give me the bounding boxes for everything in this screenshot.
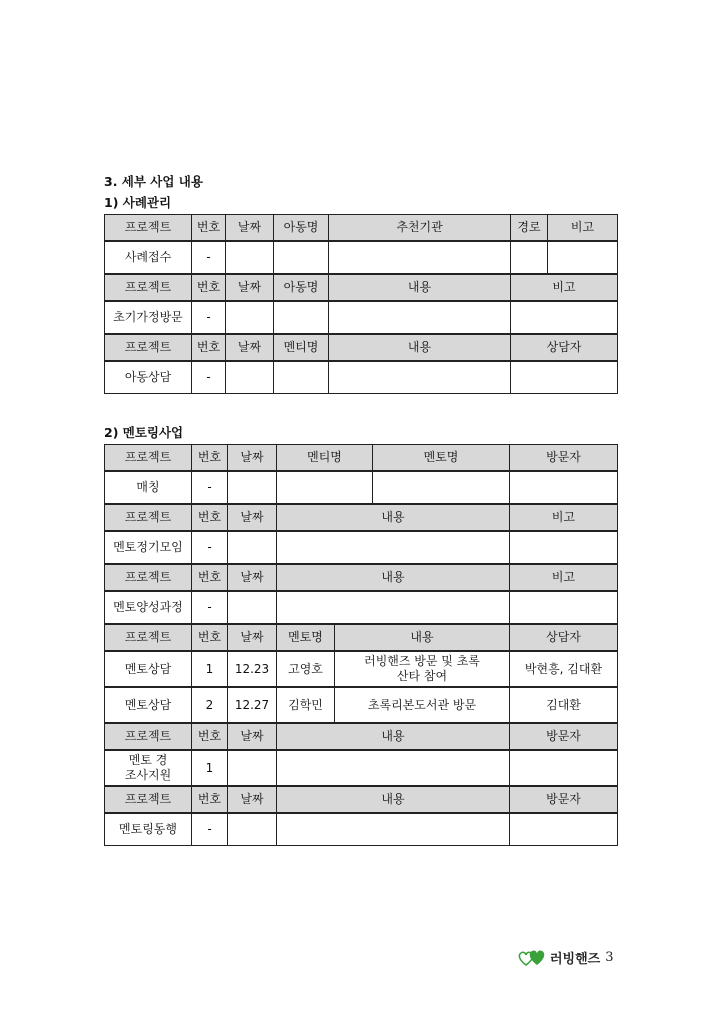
case-management-table	[104, 214, 618, 394]
header-cell: 번호	[192, 334, 226, 361]
header-cell: 비고	[548, 215, 618, 242]
cell: -	[192, 361, 226, 394]
header-cell: 날짜	[226, 274, 274, 301]
header-cell: 아동명	[274, 274, 329, 301]
table-row	[105, 301, 618, 334]
table-header-row	[105, 215, 618, 242]
cell	[226, 301, 274, 334]
header-cell: 번호	[192, 723, 228, 750]
header-cell: 프로젝트	[105, 564, 192, 591]
cell	[329, 241, 511, 274]
section-title: 3. 세부 사업 내용	[104, 174, 203, 189]
cell	[277, 813, 510, 846]
table-row	[105, 241, 618, 274]
header-cell: 상담자	[511, 334, 618, 361]
header-cell: 내용	[277, 786, 510, 813]
header-cell: 경로	[511, 215, 548, 242]
header-cell: 날짜	[226, 215, 274, 242]
table-header-row	[105, 274, 618, 301]
cell: 멘토링동행	[105, 813, 192, 846]
cell: 사례접수	[105, 241, 192, 274]
table-header-row	[105, 723, 618, 750]
cell	[510, 531, 618, 564]
header-cell: 내용	[329, 334, 511, 361]
page-number: 3	[605, 949, 614, 965]
header-cell: 멘티명	[277, 445, 373, 472]
header-cell: 번호	[192, 504, 228, 531]
header-cell: 비고	[511, 274, 618, 301]
cell: -	[192, 591, 228, 624]
table-row	[105, 591, 618, 624]
cell: -	[192, 301, 226, 334]
cell	[228, 813, 277, 846]
cell	[277, 750, 510, 786]
table-header-row	[105, 624, 618, 651]
header-cell: 프로젝트	[105, 445, 192, 472]
cell	[228, 591, 277, 624]
header-cell: 멘티명	[274, 334, 329, 361]
table-row	[105, 687, 618, 723]
cell	[329, 361, 511, 394]
cell: 러빙핸즈 방문 및 초록산타 참여	[335, 651, 510, 687]
cell	[510, 750, 618, 786]
cell	[329, 301, 511, 334]
subsection-title-case-management: 1) 사례관리	[104, 195, 172, 210]
table-header-row	[105, 786, 618, 813]
header-cell: 상담자	[510, 624, 618, 651]
cell: 멘토정기모임	[105, 531, 192, 564]
cell: 12.23	[228, 651, 277, 687]
header-cell: 멘토명	[373, 445, 510, 472]
cell: -	[192, 471, 228, 504]
header-cell: 프로젝트	[105, 786, 192, 813]
header-cell: 방문자	[510, 723, 618, 750]
header-cell: 번호	[192, 786, 228, 813]
header-cell: 방문자	[510, 445, 618, 472]
cell	[277, 531, 510, 564]
cell	[510, 591, 618, 624]
header-cell: 내용	[329, 274, 511, 301]
loving-hands-logo-icon	[517, 946, 547, 968]
header-cell: 날짜	[228, 624, 277, 651]
cell: 2	[192, 687, 228, 723]
header-cell: 멘토명	[277, 624, 335, 651]
cell: 멘토 경조사지원	[105, 750, 192, 786]
header-cell: 내용	[335, 624, 510, 651]
cell: 김학민	[277, 687, 335, 723]
cell	[228, 750, 277, 786]
header-cell: 번호	[192, 445, 228, 472]
header-cell: 프로젝트	[105, 624, 192, 651]
cell	[274, 301, 329, 334]
footer	[517, 946, 614, 968]
table-header-row	[105, 445, 618, 472]
table-row	[105, 813, 618, 846]
table-row	[105, 471, 618, 504]
cell: 멘토상담	[105, 651, 192, 687]
table-row	[105, 750, 618, 786]
cell	[226, 361, 274, 394]
cell	[226, 241, 274, 274]
footer-logo-text: 러빙핸즈	[550, 951, 601, 967]
header-cell: 프로젝트	[105, 334, 192, 361]
header-cell: 프로젝트	[105, 723, 192, 750]
subsection-title-mentoring: 2) 멘토링사업	[104, 425, 184, 440]
cell	[228, 471, 277, 504]
header-cell: 날짜	[228, 504, 277, 531]
header-cell: 날짜	[228, 445, 277, 472]
header-cell: 비고	[510, 504, 618, 531]
cell	[228, 531, 277, 564]
cell	[548, 241, 618, 274]
header-cell: 프로젝트	[105, 274, 192, 301]
header-cell: 비고	[510, 564, 618, 591]
cell: -	[192, 241, 226, 274]
cell: 김대환	[510, 687, 618, 723]
header-cell: 날짜	[228, 723, 277, 750]
cell: 1	[192, 750, 228, 786]
table-header-row	[105, 334, 618, 361]
cell	[277, 591, 510, 624]
cell	[511, 301, 618, 334]
table-header-row	[105, 504, 618, 531]
cell: 매칭	[105, 471, 192, 504]
cell: 1	[192, 651, 228, 687]
header-cell: 내용	[277, 504, 510, 531]
header-cell: 번호	[192, 215, 226, 242]
header-cell: 프로젝트	[105, 504, 192, 531]
cell	[510, 471, 618, 504]
header-cell: 프로젝트	[105, 215, 192, 242]
cell	[511, 241, 548, 274]
header-cell: 방문자	[510, 786, 618, 813]
table-header-row	[105, 564, 618, 591]
cell: 멘토상담	[105, 687, 192, 723]
cell: 초록리본도서관 방문	[335, 687, 510, 723]
cell	[510, 813, 618, 846]
cell	[373, 471, 510, 504]
cell: 초기가정방문	[105, 301, 192, 334]
cell: 12.27	[228, 687, 277, 723]
table-row	[105, 361, 618, 394]
header-cell: 추천기관	[329, 215, 511, 242]
cell: 멘토양성과정	[105, 591, 192, 624]
cell	[511, 361, 618, 394]
mentoring-table	[104, 444, 618, 846]
cell	[274, 361, 329, 394]
cell	[274, 241, 329, 274]
header-cell: 번호	[192, 624, 228, 651]
header-cell: 내용	[277, 564, 510, 591]
cell: 아동상담	[105, 361, 192, 394]
header-cell: 내용	[277, 723, 510, 750]
cell: -	[192, 813, 228, 846]
header-cell: 날짜	[228, 564, 277, 591]
table-row	[105, 531, 618, 564]
header-cell: 아동명	[274, 215, 329, 242]
header-cell: 번호	[192, 564, 228, 591]
cell: -	[192, 531, 228, 564]
cell	[277, 471, 373, 504]
header-cell: 날짜	[226, 334, 274, 361]
header-cell: 날짜	[228, 786, 277, 813]
cell: 고영호	[277, 651, 335, 687]
cell: 박현흥, 김대환	[510, 651, 618, 687]
table-row	[105, 651, 618, 687]
header-cell: 번호	[192, 274, 226, 301]
